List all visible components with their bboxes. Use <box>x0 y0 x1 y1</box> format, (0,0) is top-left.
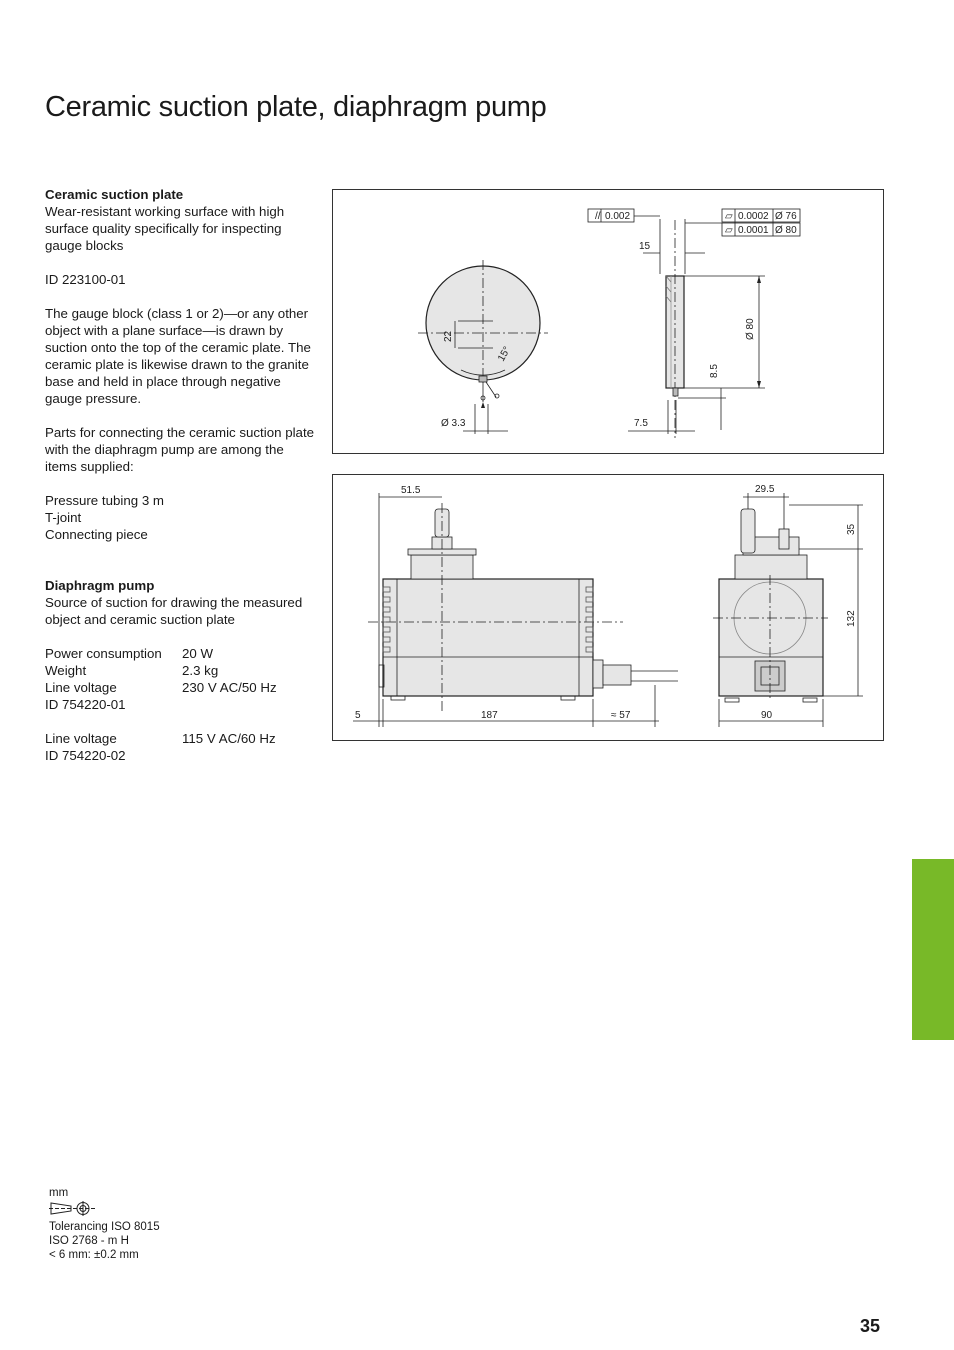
tol-flat-2: 0.0001 <box>738 225 769 236</box>
spec-value: 230 V AC/50 Hz <box>182 680 277 695</box>
dim-front-nozzle: 29.5 <box>755 484 775 495</box>
spec-label: Power consumption <box>45 646 162 661</box>
dim-left: 5 <box>355 710 361 721</box>
dim-height: 132 <box>846 610 857 627</box>
supplied-item: Connecting piece <box>45 527 148 542</box>
legend-line-2: ISO 2768 - m H <box>49 1235 129 1247</box>
spec-label: ID 754220-01 <box>45 697 126 712</box>
legend-line-3: < 6 mm: ±0.2 mm <box>49 1249 139 1261</box>
spec-value <box>182 747 317 764</box>
tol-parallel: 0.002 <box>605 211 631 222</box>
dim-nozzle-height: 8.5 <box>709 364 720 378</box>
dim-top-height: 35 <box>846 523 857 535</box>
supplied-item: Pressure tubing 3 m <box>45 493 164 508</box>
projection-symbol-icon <box>49 1200 97 1216</box>
pump-heading: Diaphragm pump <box>45 578 155 593</box>
dim-cable: ≈ 57 <box>611 710 631 721</box>
dim-hole-dia: Ø 3.3 <box>441 418 466 429</box>
text-column <box>45 186 317 764</box>
unit-label: mm <box>49 1187 69 1199</box>
dim-thickness: 15 <box>639 241 651 252</box>
tolerance-legend <box>49 1186 160 1262</box>
svg-text:▱: ▱ <box>725 211 733 222</box>
spec-value: 115 V AC/60 Hz <box>182 731 276 746</box>
pump-description: Source of suction for drawing the measured object and ceramic suction plate <box>45 595 303 627</box>
plate-paragraph-2: Parts for connecting the ceramic suction plate with the diaphragm pump are among the items supplied: <box>45 425 315 474</box>
tol-flat-1: 0.0002 <box>738 211 769 222</box>
dim-nozzle-offset: 7.5 <box>634 418 648 429</box>
spec-value <box>182 696 317 713</box>
pump-specs <box>45 645 317 713</box>
tol-flat-1-dia: Ø 76 <box>775 211 797 222</box>
section-tab <box>912 859 954 1040</box>
spec-label: ID 754220-02 <box>45 748 126 763</box>
spec-label: Weight <box>45 663 87 678</box>
plate-paragraph-1: The gauge block (class 1 or 2)—or any other object with a plane surface—is drawn by suction onto the top of the ceramic plate. The ceramic plate is likewise drawn to the granite base and held in place through negative gauge pressure. <box>45 306 311 406</box>
spec-value: 20 W <box>182 646 214 661</box>
dim-angle: 15° <box>496 344 514 364</box>
diaphragm-pump-drawing <box>332 474 884 741</box>
dim-length: 187 <box>481 710 498 721</box>
svg-text://: // <box>595 211 601 222</box>
svg-text:▱: ▱ <box>725 225 733 236</box>
pump-specs-2 <box>45 730 317 764</box>
dim-hole-spacing: 22 <box>443 330 454 342</box>
spec-label: Line voltage <box>45 680 117 695</box>
legend-line-1: Tolerancing ISO 8015 <box>49 1221 160 1233</box>
spec-label: Line voltage <box>45 731 117 746</box>
dim-width: 90 <box>761 710 773 721</box>
plate-id: ID 223100-01 <box>45 272 126 287</box>
plate-heading: Ceramic suction plate <box>45 187 184 202</box>
tol-flat-2-dia: Ø 80 <box>775 225 797 236</box>
supplied-item: T-joint <box>45 510 82 525</box>
suction-plate-drawing <box>332 189 884 454</box>
plate-description: Wear-resistant working surface with high surface quality specifically for inspecting gauge blocks <box>45 204 285 253</box>
page-number: 35 <box>860 1316 881 1336</box>
dim-diameter: Ø 80 <box>745 318 756 340</box>
page-title: Ceramic suction plate, diaphragm pump <box>45 91 547 124</box>
dim-nozzle-position: 51.5 <box>401 485 421 496</box>
spec-value: 2.3 kg <box>182 663 219 678</box>
